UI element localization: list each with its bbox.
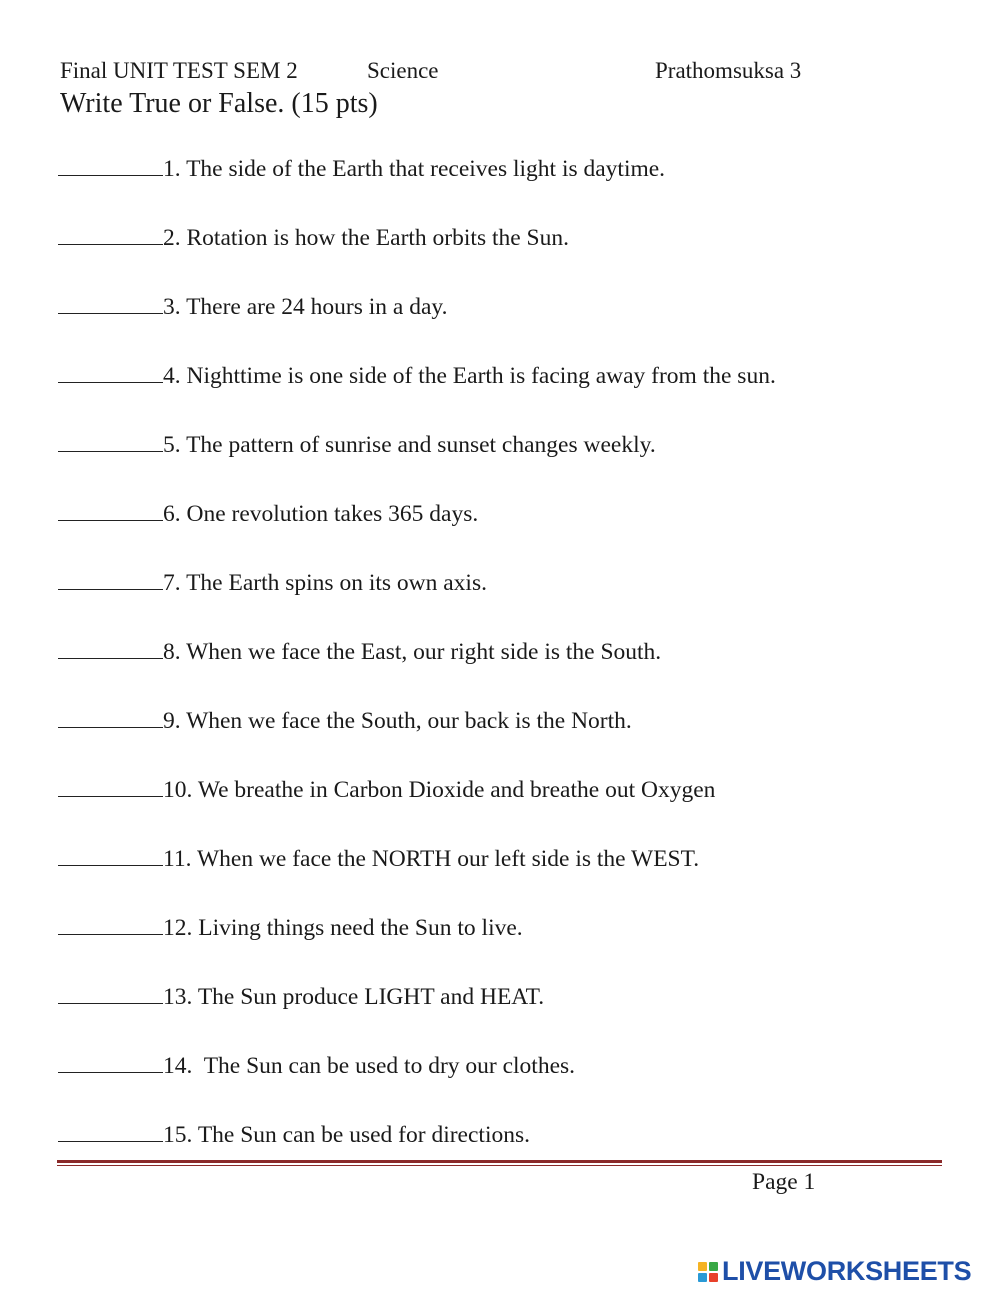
- logo-icon: [698, 1262, 718, 1282]
- answer-blank[interactable]: [58, 1050, 163, 1073]
- question-text: 5. The pattern of sunrise and sunset changes weekly.: [163, 432, 656, 458]
- logo-square-icon: [709, 1273, 718, 1282]
- question-item: [58, 843, 699, 873]
- question-text: 11. When we face the NORTH our left side is the WEST.: [163, 846, 700, 872]
- answer-blank[interactable]: [58, 360, 163, 383]
- page-number: Page 1: [752, 1169, 816, 1195]
- question-text: 12. Living things need the Sun to live.: [163, 915, 523, 941]
- question-item: [58, 360, 776, 390]
- answer-blank[interactable]: [58, 1119, 163, 1142]
- question-item: [58, 636, 661, 666]
- question-item: [58, 705, 632, 735]
- question-item: [58, 912, 523, 942]
- logo-square-icon: [698, 1273, 707, 1282]
- footer-divider-thin: [57, 1165, 942, 1166]
- question-item: [58, 153, 665, 183]
- answer-blank[interactable]: [58, 912, 163, 935]
- question-item: [58, 1050, 575, 1080]
- answer-blank[interactable]: [58, 429, 163, 452]
- answer-blank[interactable]: [58, 291, 163, 314]
- question-text: 14. The Sun can be used to dry our clothes.: [163, 1053, 576, 1079]
- answer-blank[interactable]: [58, 567, 163, 590]
- answer-blank[interactable]: [58, 774, 163, 797]
- answer-blank[interactable]: [58, 222, 163, 245]
- answer-blank[interactable]: [58, 981, 163, 1004]
- footer-divider: [57, 1160, 942, 1163]
- question-text: 15. The Sun can be used for directions.: [163, 1122, 530, 1148]
- logo-square-icon: [709, 1262, 718, 1271]
- question-text: 8. When we face the East, our right side is the South.: [163, 639, 662, 665]
- question-text: 4. Nighttime is one side of the Earth is facing away from the sun.: [163, 363, 776, 389]
- answer-blank[interactable]: [58, 636, 163, 659]
- question-text: 1. The side of the Earth that receives light is daytime.: [163, 156, 666, 182]
- liveworksheets-logo[interactable]: [698, 1256, 971, 1287]
- question-item: [58, 774, 715, 804]
- question-item: [58, 1119, 530, 1149]
- question-item: [58, 498, 478, 528]
- answer-blank[interactable]: [58, 153, 163, 176]
- answer-blank[interactable]: [58, 843, 163, 866]
- question-text: 10. We breathe in Carbon Dioxide and breathe out Oxygen: [163, 777, 716, 803]
- question-text: 13. The Sun produce LIGHT and HEAT.: [163, 984, 545, 1010]
- question-text: 2. Rotation is how the Earth orbits the Sun.: [163, 225, 569, 251]
- subject-label: Science: [367, 58, 439, 83]
- answer-blank[interactable]: [58, 705, 163, 728]
- question-text: 3. There are 24 hours in a day.: [163, 294, 448, 320]
- question-text: 9. When we face the South, our back is the North.: [163, 708, 632, 734]
- answer-blank[interactable]: [58, 498, 163, 521]
- test-title: Final UNIT TEST SEM 2: [60, 58, 298, 83]
- logo-text: LIVEWORKSHEETS: [722, 1256, 972, 1286]
- instructions: Write True or False. (15 pts): [60, 88, 378, 119]
- logo-square-icon: [698, 1262, 707, 1271]
- question-item: [58, 291, 448, 321]
- question-text: 7. The Earth spins on its own axis.: [163, 570, 487, 596]
- question-item: [58, 981, 544, 1011]
- question-item: [58, 429, 656, 459]
- grade-label: Prathomsuksa 3: [655, 58, 802, 83]
- question-item: [58, 222, 569, 252]
- question-item: [58, 567, 487, 597]
- question-text: 6. One revolution takes 365 days.: [163, 501, 479, 527]
